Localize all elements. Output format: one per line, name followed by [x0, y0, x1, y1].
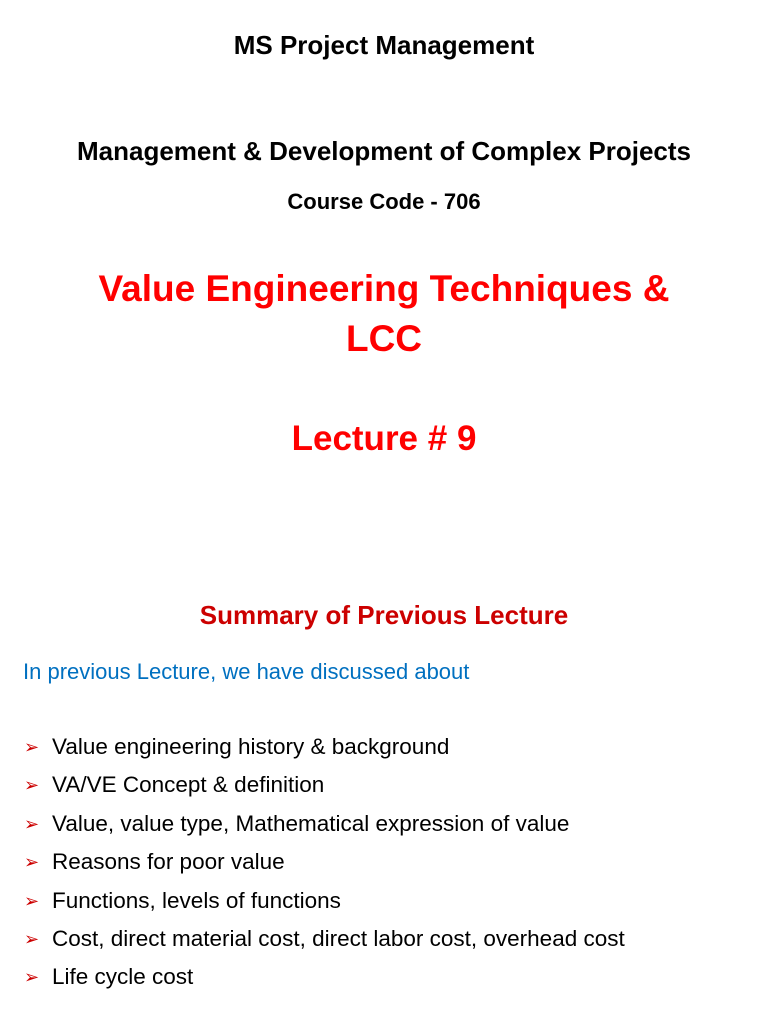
- list-item-text: Reasons for poor value: [52, 849, 285, 875]
- list-item-text: Functions, levels of functions: [52, 887, 341, 913]
- lecture-topic-line-1: Value Engineering Techniques &: [98, 268, 670, 309]
- arrow-bullet-icon: ➢: [24, 890, 40, 911]
- lecture-topic: [0, 264, 768, 364]
- arrow-bullet-icon: ➢: [24, 737, 40, 757]
- list-item: [24, 923, 754, 961]
- list-item-text: Life cycle cost: [52, 964, 194, 990]
- list-item: [24, 769, 754, 807]
- summary-bullet-list: [24, 731, 754, 1000]
- list-item-text: Value engineering history & background: [52, 734, 450, 759]
- arrow-bullet-icon: ➢: [24, 775, 40, 796]
- list-item-text: VA/VE Concept & definition: [52, 772, 325, 798]
- list-item: [24, 846, 754, 884]
- list-item-text: Cost, direct material cost, direct labor cost, overhead cost: [52, 925, 625, 951]
- arrow-bullet-icon: ➢: [24, 967, 40, 988]
- list-item: [24, 731, 754, 769]
- list-item: [24, 808, 754, 846]
- course-title: Management & Development of Complex Projects: [76, 136, 692, 166]
- lecture-number: Lecture # 9: [291, 419, 477, 458]
- summary-intro: In previous Lecture, we have discussed about: [23, 659, 470, 684]
- program-title: MS Project Management: [233, 30, 535, 60]
- lecture-topic-line-2: LCC: [345, 318, 423, 359]
- course-code: Course Code - 706: [287, 189, 481, 214]
- arrow-bullet-icon: ➢: [24, 852, 40, 873]
- list-item: [24, 885, 754, 923]
- list-item-text: Value, value type, Mathematical expression of value: [52, 810, 570, 836]
- arrow-bullet-icon: ➢: [24, 813, 40, 834]
- arrow-bullet-icon: ➢: [24, 928, 40, 949]
- summary-heading: Summary of Previous Lecture: [199, 600, 569, 630]
- list-item: [24, 961, 754, 999]
